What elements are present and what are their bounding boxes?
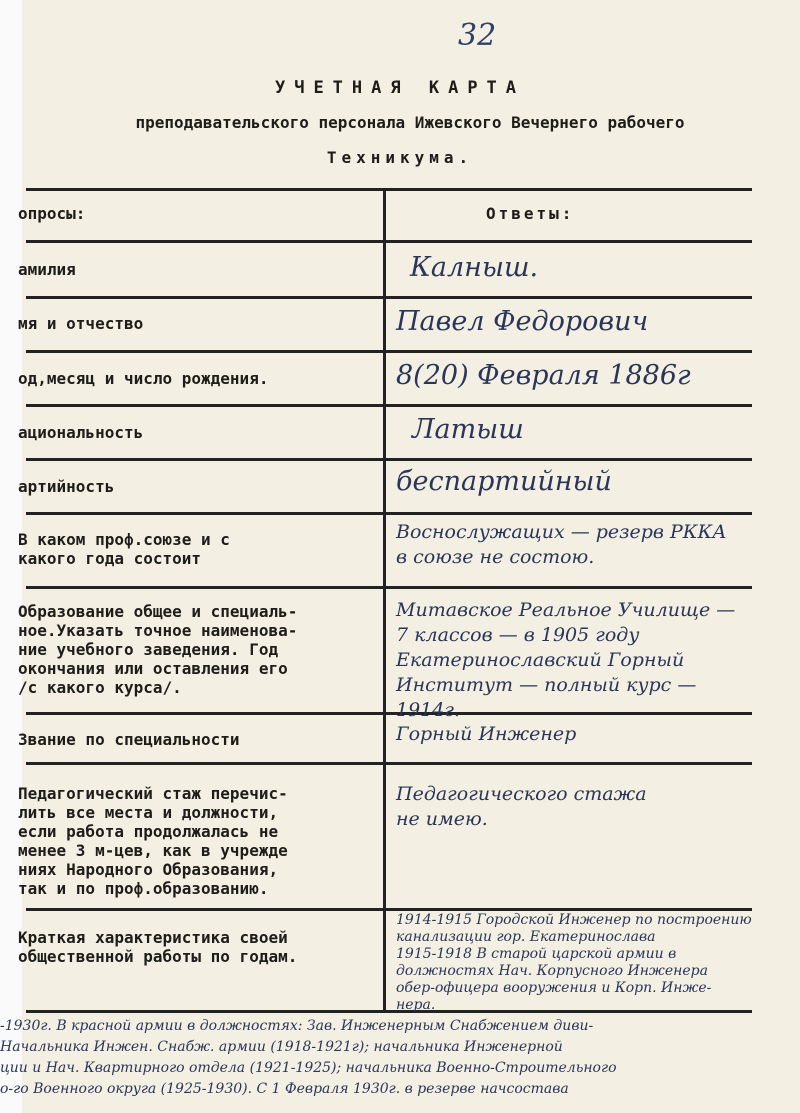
table-column-divider [383, 188, 386, 1012]
questions-column-header: опросы: [18, 204, 86, 223]
question-name-patronymic: мя и отчество [18, 314, 144, 333]
question-birth-date: од,месяц и число рождения. [18, 369, 269, 388]
question-surname: амилия [18, 260, 76, 279]
table-row-rule [26, 586, 752, 589]
table-row-rule [26, 350, 752, 353]
answer-trade-union: Воснослужащих — резерв РККА в союзе не состою. [396, 521, 727, 568]
document-subtitle-line2: Техникума. [326, 148, 474, 167]
table-row-rule [26, 296, 752, 299]
question-specialty-title: Звание по специальности [18, 730, 240, 749]
question-nationality: ациональность [18, 423, 144, 442]
question-teaching-experience: Педагогический стаж перечис- лить все места и должности, если работа продолжалась не менее 3 м-цев, как в учрежде ниях Народного Образования, так и по проф.образованию. [18, 784, 288, 898]
document-subtitle: преподавательского персонала Ижевского Вечернего рабочего [135, 113, 685, 132]
table-row-rule [26, 908, 752, 911]
answer-education: Митавское Реальное Училище — 7 классов — в 1905 году Екатеринославский Горный Институт — полный курс — 1914г. [396, 599, 736, 721]
question-education: Образование общее и специаль- ное.Указать точное наименова- ние учебного заведения. Год окончания или оставления его /с какого курса/. [18, 602, 298, 697]
answer-birth-date: 8(20) Февраля 1886г [396, 360, 691, 391]
answer-specialty-title: Горный Инженер [396, 723, 577, 745]
question-party-membership: артийность [18, 477, 115, 496]
table-row-rule [26, 404, 752, 407]
page-number: 32 [458, 18, 497, 53]
table-top-rule [26, 188, 752, 191]
table-row-rule [26, 458, 752, 461]
table-header-rule [26, 240, 752, 243]
answer-public-work: 1914-1915 Городской Инженер по построению канализации гор. Екатеринослава 1915-1918 В старой царской армии в должностях Нач. Корпусного Инженера обер-офицера вооружения и Корп. Инже- нера. [396, 912, 752, 1013]
answer-surname: Калныш. [410, 252, 539, 283]
question-trade-union: В каком проф.союзе и с какого года состоит [18, 530, 230, 568]
document-title: УЧЕТНАЯ КАРТА [274, 78, 526, 98]
answers-column-header: Ответы: [486, 204, 575, 223]
handwritten-continuation: -1930г. В красной армии в должностях: Зав. Инженерным Снабжением диви- Начальника Инжен. Снабж. армии (1918-1921г); начальника Инженерной ции и Нач. Квартирного отдела (1921-1925); начальника Военно-Строительного о-го Военного округа (1925-1930). С 1 Февраля 1930г. в резерве начсостава [0, 1018, 617, 1097]
answer-name-patronymic: Павел Федорович [396, 306, 649, 337]
answer-party-membership: беспартийный [396, 466, 612, 497]
table-row-rule [26, 512, 752, 515]
table-row-rule [26, 762, 752, 765]
answer-nationality: Латыш [412, 414, 524, 445]
question-public-work: Краткая характеристика своей общественной работы по годам. [18, 928, 298, 966]
answer-teaching-experience: Педагогического стажа не имею. [396, 783, 647, 830]
